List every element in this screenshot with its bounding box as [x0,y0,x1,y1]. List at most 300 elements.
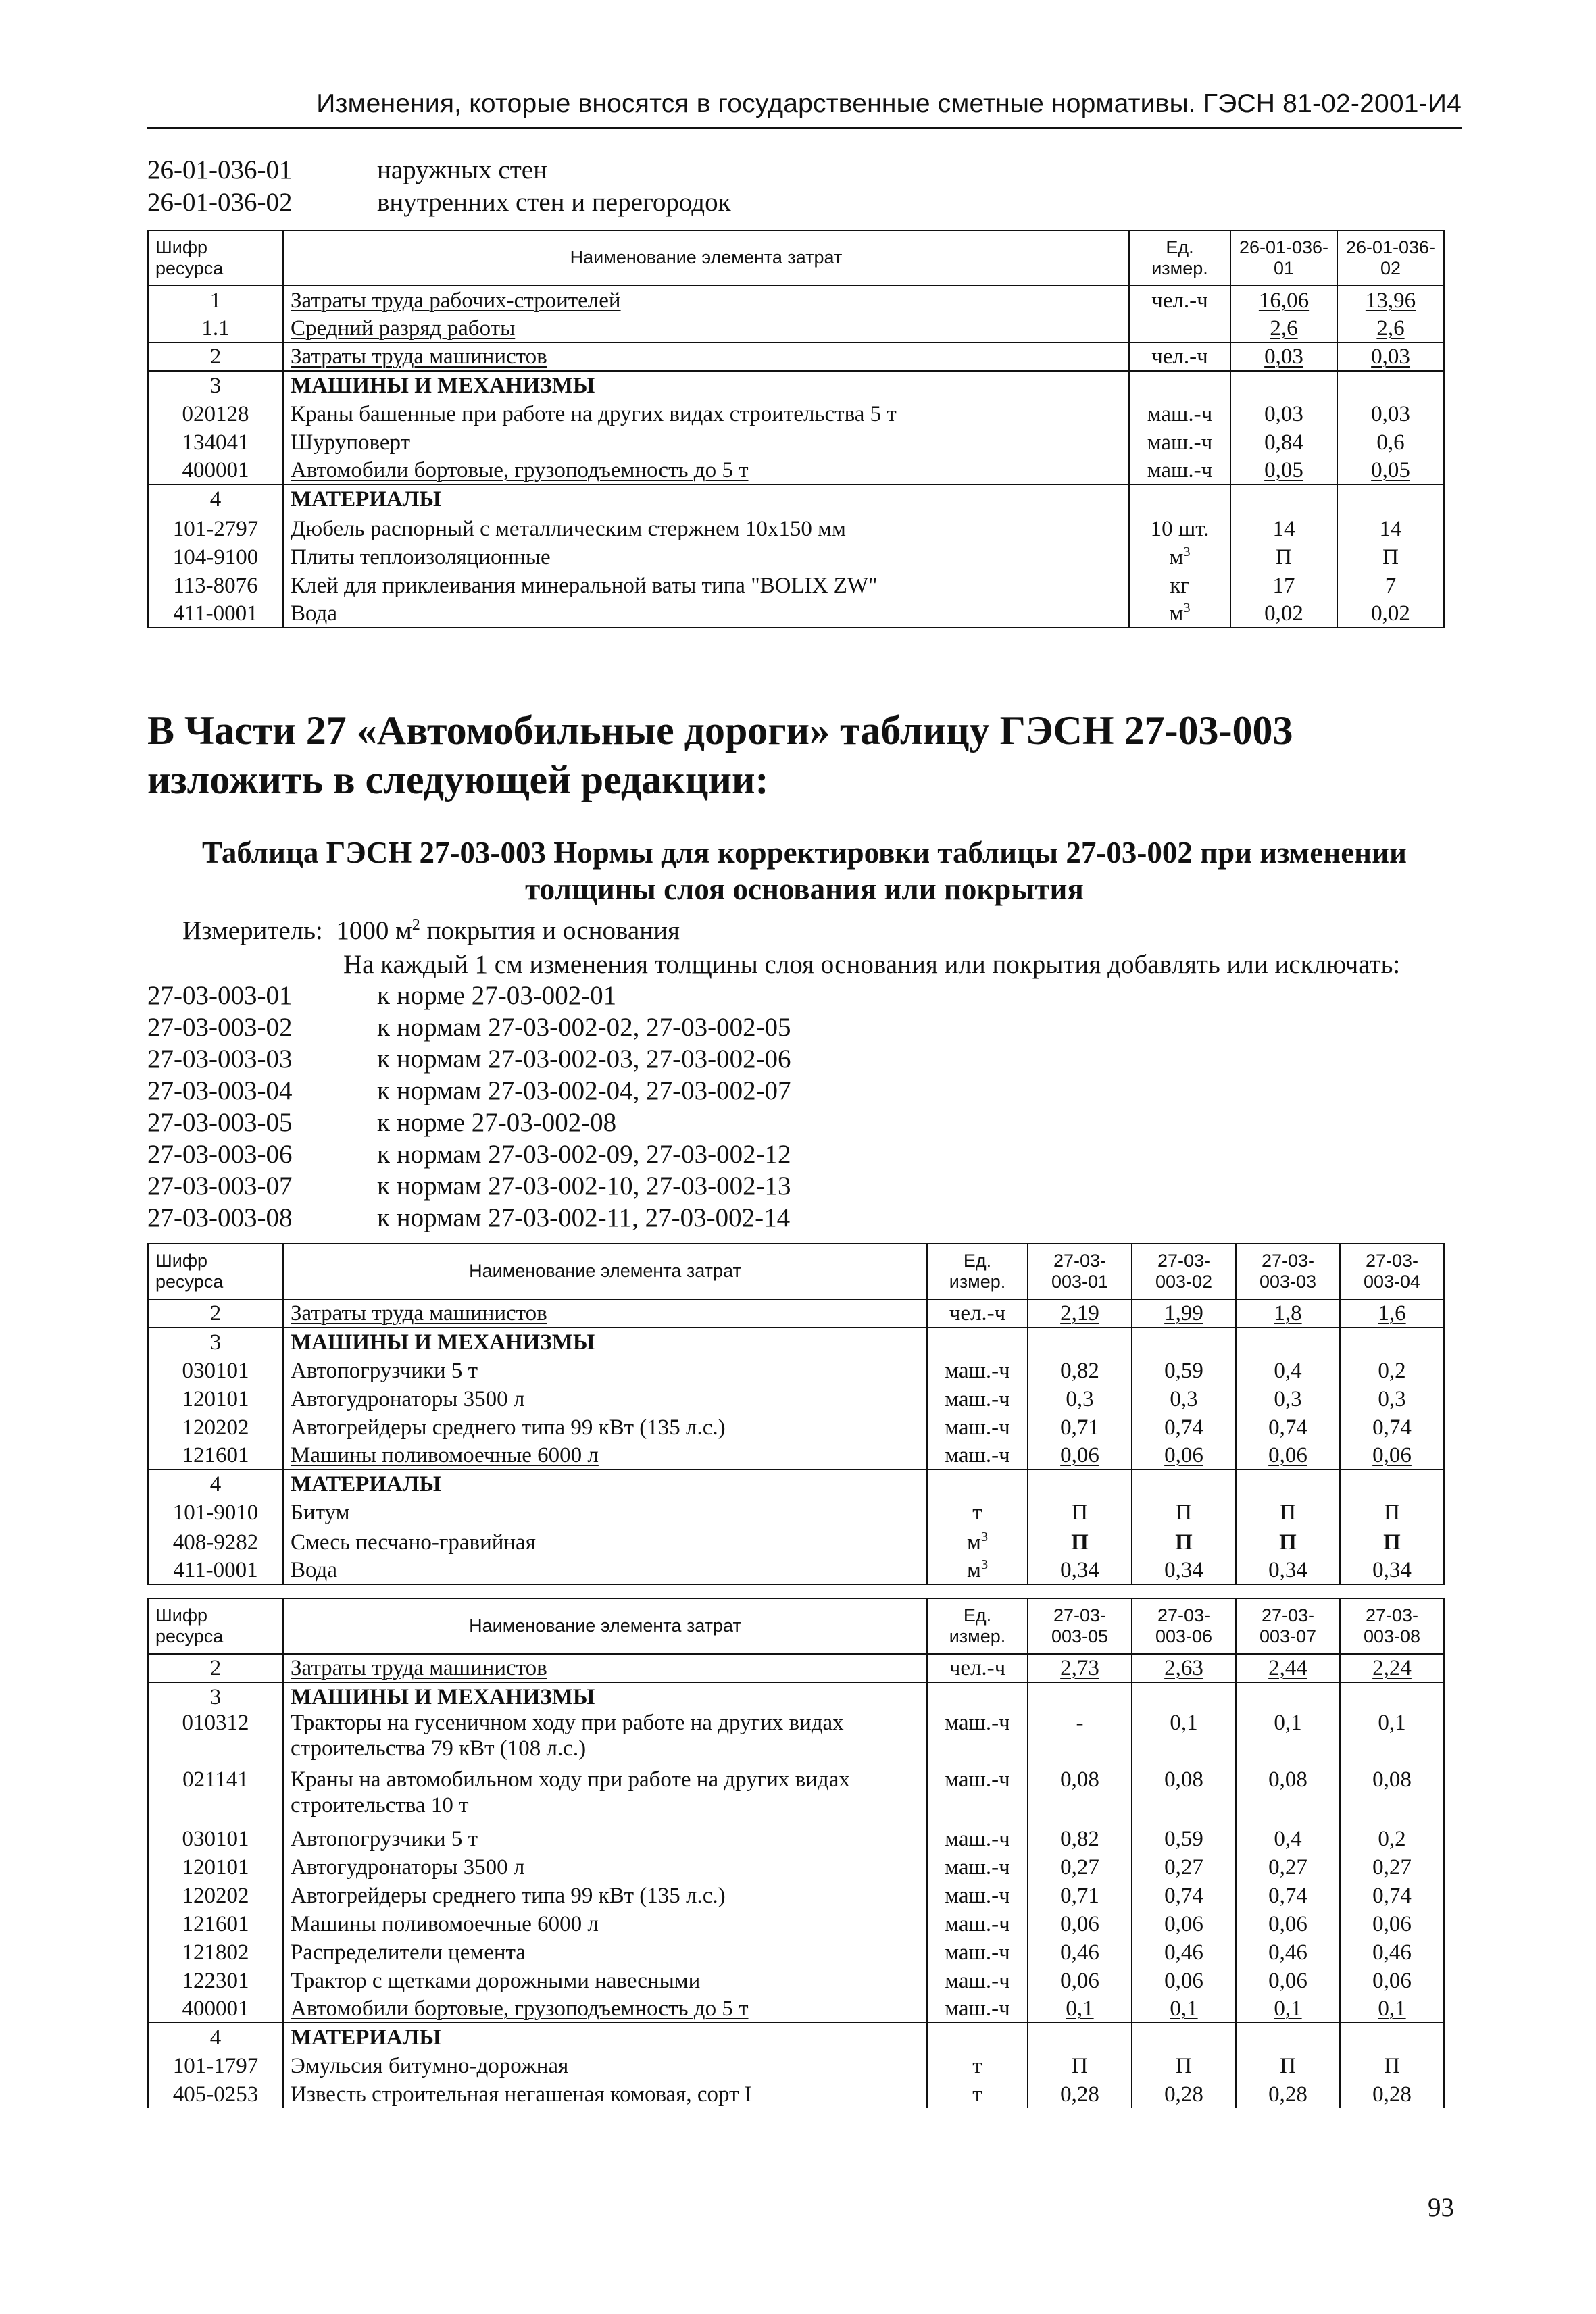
value: 0,3 [1340,1384,1444,1413]
value: 2,6 [1337,314,1444,343]
header-cell: Ед. измер. [927,1244,1028,1299]
value: 0,1 [1028,1994,1132,2023]
resource-name: Затраты труда машинистов [283,1299,927,1328]
resource-name: Автогудронаторы 3500 л [283,1853,927,1881]
resource-name: Автогудронаторы 3500 л [283,1384,927,1413]
unit: т [927,1498,1028,1526]
section-title: МАТЕРИАЛЫ [283,1469,927,1498]
header-cell: Шифр ресурса [148,1244,283,1299]
value: 0,08 [1340,1767,1444,1824]
value: 0,27 [1132,1853,1236,1881]
norm-code: 27-03-003-06 [147,1140,293,1169]
resource-code: 113-8076 [148,571,283,599]
value: 0,46 [1132,1938,1236,1966]
table-row [148,1498,1444,1526]
value: 1,8 [1236,1299,1340,1328]
value: 0,06 [1340,1441,1444,1469]
list-item [147,1075,791,1107]
resource-code: 134041 [148,428,283,456]
header-cell: 27-03-003-08 [1340,1599,1444,1654]
resource-code: 411-0001 [148,599,283,628]
resource-name: Известь строительная негашеная комовая, сорт I [283,2080,927,2108]
resource-name: Затраты труда машинистов [283,343,1129,371]
table-row [148,1384,1444,1413]
unit: маш.-ч [927,1413,1028,1441]
unit: чел.-ч [927,1654,1028,1682]
table-row [148,1938,1444,1966]
resource-table-2 [147,1243,1445,1585]
table-row [148,1441,1444,1469]
header-cell: 27-03-003-02 [1132,1244,1236,1299]
resource-name: Машины поливомоечные 6000 л [283,1909,927,1938]
resource-code: 104-9100 [148,543,283,571]
table-row [148,1356,1444,1384]
resource-name: Распределители цемента [283,1938,927,1966]
measure-rest: покрытия и основания [426,916,680,945]
table-row [148,428,1444,456]
section-row [148,1469,1444,1498]
value: 2,19 [1028,1299,1132,1328]
header-cell: Шифр ресурса [148,1599,283,1654]
table-row [148,543,1444,571]
value: 0,28 [1132,2080,1236,2108]
unit: кг [1129,571,1230,599]
norm-description: к норме 27-03-002-08 [377,1108,617,1137]
resource-table-3 [147,1598,1445,2108]
list-item [147,1138,791,1170]
resource-code: 030101 [148,1824,283,1853]
value: П [1028,1498,1132,1526]
table-row [148,2051,1444,2080]
resource-name: Краны на автомобильном ходу при работе на других видах строительства 10 т [283,1767,927,1824]
page-number: 93 [1428,2193,1454,2222]
table-row [148,1654,1444,1682]
unit: маш.-ч [927,1824,1028,1853]
header-cell: Ед. измер. [1129,230,1230,286]
value: 0,06 [1236,1909,1340,1938]
value: 0,74 [1132,1413,1236,1441]
section-row [148,1682,1444,1711]
value: 0,2 [1340,1824,1444,1853]
value: П [1028,2051,1132,2080]
resource-table-1 [147,230,1445,628]
value: 0,06 [1340,1966,1444,1994]
norm-code: 27-03-003-07 [147,1172,293,1201]
value: 0,06 [1132,1909,1236,1938]
section-code: 3 [148,1328,283,1356]
resource-code: 101-9010 [148,1498,283,1526]
value: 0,08 [1132,1767,1236,1824]
value: 14 [1337,513,1444,543]
measure-label: Измеритель: [182,916,323,945]
code-line [147,186,731,219]
resource-name: Затраты труда машинистов [283,1654,927,1682]
unit [1129,314,1230,343]
resource-name: Эмульсия битумно-дорожная [283,2051,927,2080]
value: П [1236,1498,1340,1526]
norm-code: 27-03-003-03 [147,1045,293,1074]
resource-name: Краны башенные при работе на других видах строительства 5 т [283,399,1129,428]
measure-value: 1000 м [336,916,412,945]
header-cell: 27-03-003-07 [1236,1599,1340,1654]
header-cell: Наименование элемента затрат [283,230,1129,286]
resource-code: 2 [148,1654,283,1682]
value: 0,59 [1132,1824,1236,1853]
table-row [148,2080,1444,2108]
resource-code: 120101 [148,1853,283,1881]
header-cell: 27-03-003-05 [1028,1599,1132,1654]
value: 0,74 [1236,1881,1340,1909]
value: 2,63 [1132,1654,1236,1682]
unit: чел.-ч [927,1299,1028,1328]
section-row [148,371,1444,399]
norm-code: 27-03-003-01 [147,981,293,1010]
value: 0,1 [1132,1994,1236,2023]
value: 0,03 [1230,399,1337,428]
resource-code: 101-1797 [148,2051,283,2080]
table-row [148,599,1444,628]
value: П [1337,543,1444,571]
value: - [1028,1711,1132,1767]
section-title: МАШИНЫ И МЕХАНИЗМЫ [283,1682,927,1711]
value: 0,34 [1028,1556,1132,1584]
value: П [1132,1526,1236,1556]
value: 0,71 [1028,1881,1132,1909]
value: 0,1 [1132,1711,1236,1767]
resource-code: 121802 [148,1938,283,1966]
norm-code: 26-01-036-02 [147,188,293,217]
header-rule [147,127,1462,129]
value: 0,02 [1337,599,1444,628]
header-cell: Наименование элемента затрат [283,1244,927,1299]
table-row [148,314,1444,343]
section-title: МАШИНЫ И МЕХАНИЗМЫ [283,371,1129,399]
header-cell: 27-03-003-06 [1132,1599,1236,1654]
unit: маш.-ч [927,1441,1028,1469]
list-item [147,1043,791,1075]
value: 0,02 [1230,599,1337,628]
resource-name: Автопогрузчики 5 т [283,1356,927,1384]
list-item [147,1170,791,1202]
unit: $м^3$ [1129,543,1230,571]
unit: $м^3$ [927,1556,1028,1584]
table-row [148,1824,1444,1853]
resource-name: Дюбель распорный с металлическим стержнем 10х150 мм [283,513,1129,543]
unit: чел.-ч [1129,286,1230,314]
value: 0,06 [1028,1909,1132,1938]
value: 0,06 [1340,1909,1444,1938]
resource-name: Битум [283,1498,927,1526]
norm-description: к нормам 27-03-002-09, 27-03-002-12 [377,1140,791,1169]
value: 14 [1230,513,1337,543]
header-cell: 27-03-003-03 [1236,1244,1340,1299]
value: 0,34 [1236,1556,1340,1584]
value: П [1230,543,1337,571]
value: 0,03 [1337,399,1444,428]
unit: маш.-ч [927,1909,1028,1938]
unit: т [927,2051,1028,2080]
value: 7 [1337,571,1444,599]
norm-description: наружных стен [377,155,547,184]
unit: 10 шт. [1129,513,1230,543]
resource-code: 2 [148,1299,283,1328]
unit: маш.-ч [927,1966,1028,1994]
value: 0,46 [1028,1938,1132,1966]
resource-name: Автогрейдеры среднего типа 99 кВт (135 л.с.) [283,1881,927,1909]
section-code: 4 [148,1469,283,1498]
value: 0,06 [1028,1966,1132,1994]
norm-description: к норме 27-03-002-01 [377,981,617,1010]
resource-code: 400001 [148,1994,283,2023]
norm-code: 27-03-003-04 [147,1076,293,1105]
header-cell: Наименование элемента затрат [283,1599,927,1654]
resource-name: Затраты труда рабочих-строителей [283,286,1129,314]
value: 0,74 [1340,1413,1444,1441]
value: 0,05 [1230,456,1337,484]
header-cell: 27-03-003-04 [1340,1244,1444,1299]
resource-name: Клей для приклеивания минеральной ваты типа "BOLIX ZW" [283,571,1129,599]
value: 0,84 [1230,428,1337,456]
value: 0,59 [1132,1356,1236,1384]
value: 0,1 [1340,1711,1444,1767]
value: 13,96 [1337,286,1444,314]
table-row [148,399,1444,428]
resource-code: 408-9282 [148,1526,283,1556]
value: 0,03 [1230,343,1337,371]
list-item [147,1107,791,1138]
value: 0,06 [1132,1966,1236,1994]
resource-code: 120101 [148,1384,283,1413]
value: 0,06 [1132,1441,1236,1469]
unit: т [927,2080,1028,2108]
value: П [1340,1526,1444,1556]
table-row [148,1881,1444,1909]
norm-description: к нормам 27-03-002-04, 27-03-002-07 [377,1076,791,1105]
section-row [148,484,1444,513]
value: П [1028,1526,1132,1556]
value: 0,06 [1028,1441,1132,1469]
unit: маш.-ч [927,1853,1028,1881]
unit: маш.-ч [927,1881,1028,1909]
table-row [148,513,1444,543]
header-cell: 27-03-003-01 [1028,1244,1132,1299]
value: 0,27 [1340,1853,1444,1881]
table-row [148,1853,1444,1881]
resource-name: Автомобили бортовые, грузоподъемность до 5 т [283,1994,927,2023]
value: 0,27 [1236,1853,1340,1881]
resource-code: 020128 [148,399,283,428]
value: 0,03 [1337,343,1444,371]
value: П [1132,1498,1236,1526]
section-code: 3 [148,1682,283,1711]
list-item [147,1011,791,1043]
norm-list [147,980,791,1234]
resource-code: 122301 [148,1966,283,1994]
value: 0,6 [1337,428,1444,456]
table-row [148,343,1444,371]
value: 0,06 [1236,1441,1340,1469]
instruction-text: На каждый 1 см изменения толщины слоя основания или покрытия добавлять или исключать: [343,950,1401,979]
value: 1,6 [1340,1299,1444,1328]
resource-code: 010312 [148,1711,283,1767]
value: 0,34 [1340,1556,1444,1584]
resource-code: 1 [148,286,283,314]
table-row [148,1909,1444,1938]
unit: маш.-ч [927,1384,1028,1413]
value: 0,74 [1236,1413,1340,1441]
value: 0,3 [1236,1384,1340,1413]
resource-name: Автомобили бортовые, грузоподъемность до 5 т [283,456,1129,484]
section-code: 3 [148,371,283,399]
norm-description: к нормам 27-03-002-11, 27-03-002-14 [377,1203,791,1232]
table-row [148,1556,1444,1584]
section-title: МАТЕРИАЛЫ [283,484,1129,513]
value: 0,06 [1236,1966,1340,1994]
running-header: Изменения, которые вносятся в государственные сметные нормативы. ГЭСН 81-02-2001-И4 [316,89,1462,118]
resource-name: Плиты теплоизоляционные [283,543,1129,571]
resource-name: Шуруповерт [283,428,1129,456]
resource-code: 1.1 [148,314,283,343]
value: 2,44 [1236,1654,1340,1682]
value: 0,46 [1340,1938,1444,1966]
resource-code: 021141 [148,1767,283,1824]
resource-name: Тракторы на гусеничном ходу при работе на других видах строительства 79 кВт (108 л.с.) [283,1711,927,1767]
value: 0,28 [1028,2080,1132,2108]
norm-description: к нормам 27-03-002-10, 27-03-002-13 [377,1172,791,1201]
norm-description: внутренних стен и перегородок [377,188,731,217]
value: П [1236,1526,1340,1556]
value: 0,4 [1236,1824,1340,1853]
section-title: МАТЕРИАЛЫ [283,2023,927,2051]
value: П [1340,2051,1444,2080]
unit: чел.-ч [1129,343,1230,371]
value: 2,24 [1340,1654,1444,1682]
code-line [147,154,731,186]
unit: маш.-ч [927,1938,1028,1966]
section-title: МАШИНЫ И МЕХАНИЗМЫ [283,1328,927,1356]
resource-code: 121601 [148,1909,283,1938]
value: 0,74 [1132,1881,1236,1909]
table-row [148,1299,1444,1328]
value: 16,06 [1230,286,1337,314]
value: 0,2 [1340,1356,1444,1384]
unit: маш.-ч [927,1711,1028,1767]
table-title: Таблица ГЭСН 27-03-003 Нормы для корректировки таблицы 27-03-002 при изменении толщины слоя основания или покрытия [202,836,1407,906]
resource-name: Трактор с щетками дорожными навесными [283,1966,927,1994]
table-row [148,456,1444,484]
measure-line: Измеритель: 1000 $м^2$ покрытия и основания [182,915,680,945]
table-header-row [148,1599,1444,1654]
list-item [147,980,791,1011]
value: 0,71 [1028,1413,1132,1441]
value: 0,3 [1028,1384,1132,1413]
value: 0,27 [1028,1853,1132,1881]
table-row [148,1413,1444,1441]
value: 0,1 [1236,1994,1340,2023]
header-cell: 26-01-036-01 [1230,230,1337,286]
resource-name: Автогрейдеры среднего типа 99 кВт (135 л.с.) [283,1413,927,1441]
unit: маш.-ч [1129,428,1230,456]
resource-name: Вода [283,1556,927,1584]
norm-code: 26-01-036-01 [147,155,293,184]
value: 2,73 [1028,1654,1132,1682]
table-row [148,286,1444,314]
value: П [1340,1498,1444,1526]
unit: $м^3$ [927,1526,1028,1556]
resource-code: 405-0253 [148,2080,283,2108]
table-row [148,1767,1444,1824]
list-item [147,1202,791,1234]
resource-name: Средний разряд работы [283,314,1129,343]
norm-code: 27-03-003-08 [147,1203,293,1232]
resource-code: 120202 [148,1413,283,1441]
resource-code: 411-0001 [148,1556,283,1584]
unit: маш.-ч [927,1356,1028,1384]
section-code: 4 [148,484,283,513]
resource-code: 2 [148,343,283,371]
resource-code: 400001 [148,456,283,484]
unit: $м^3$ [1129,599,1230,628]
resource-code: 120202 [148,1881,283,1909]
unit: маш.-ч [927,1767,1028,1824]
unit: маш.-ч [927,1994,1028,2023]
value: 0,34 [1132,1556,1236,1584]
table-row [148,1994,1444,2023]
resource-name: Вода [283,599,1129,628]
value: 0,3 [1132,1384,1236,1413]
norm-code: 27-03-003-02 [147,1013,293,1042]
table-row [148,1711,1444,1767]
section-heading: В Части 27 «Автомобильные дороги» таблицу ГЭСН 27-03-003 изложить в следующей редакции: [147,708,1293,803]
resource-name: Машины поливомоечные 6000 л [283,1441,927,1469]
value: 1,99 [1132,1299,1236,1328]
table-row [148,1966,1444,1994]
resource-code: 121601 [148,1441,283,1469]
value: 0,1 [1236,1711,1340,1767]
value: 0,08 [1236,1767,1340,1824]
value: П [1132,2051,1236,2080]
table-header-row [148,1244,1444,1299]
table-row [148,1526,1444,1556]
section-row [148,2023,1444,2051]
header-cell: Ед. измер. [927,1599,1028,1654]
unit: маш.-ч [1129,399,1230,428]
header-cell: Шифр ресурса [148,230,283,286]
top-code-list [147,154,731,219]
value: П [1236,2051,1340,2080]
value: 0,82 [1028,1356,1132,1384]
table-header-row [148,230,1444,286]
norm-description: к нормам 27-03-002-03, 27-03-002-06 [377,1045,791,1074]
resource-name: Автопогрузчики 5 т [283,1824,927,1853]
resource-name: Смесь песчано-гравийная [283,1526,927,1556]
value: 2,6 [1230,314,1337,343]
value: 0,28 [1340,2080,1444,2108]
value: 0,4 [1236,1356,1340,1384]
table-row [148,571,1444,599]
value: 17 [1230,571,1337,599]
section-row [148,1328,1444,1356]
unit: маш.-ч [1129,456,1230,484]
header-cell: 26-01-036-02 [1337,230,1444,286]
value: 0,74 [1340,1881,1444,1909]
resource-code: 101-2797 [148,513,283,543]
value: 0,05 [1337,456,1444,484]
value: 0,28 [1236,2080,1340,2108]
value: 0,08 [1028,1767,1132,1824]
value: 0,82 [1028,1824,1132,1853]
norm-description: к нормам 27-03-002-02, 27-03-002-05 [377,1013,791,1042]
